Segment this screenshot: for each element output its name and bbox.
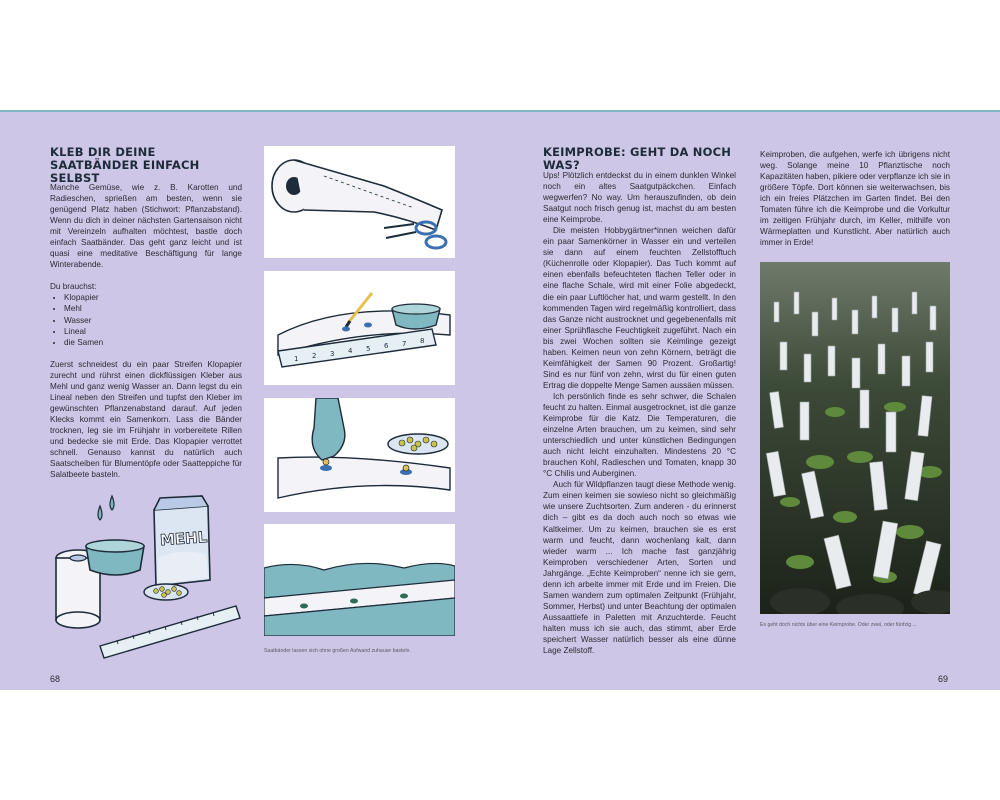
- scissors-icon: [384, 222, 446, 248]
- ruler-digit: 7: [402, 340, 407, 348]
- page-number-left: 68: [50, 674, 61, 684]
- step-panel-cut-paper: [264, 146, 455, 258]
- list-item: • Klopapier: [64, 292, 242, 303]
- glue-dot: [364, 323, 372, 328]
- list-item: • die Samen: [64, 337, 242, 348]
- paragraph: Auch für Wildpflanzen taugt diese Methode wenig. Zum einen keimen sie sowieso nicht so gleichmäßig wie unsere Zuchtsorten. Zum anderen - du erinnerst dich – gibt es da doch auch noch so etwas wie Kaltkeimer. Um zu keimen, brauchen sie es erst warm und feucht, dann wochenlang kalt, dann wieder warm ... Ich mache fast ganzjährig Keimproben verschiedener Arten, Sorten und Jahrgänge. „Echte Keimproben“ nenne ich sie gern, denn ich arbeite immer mit Erde und im Freien. Die Samen wandern zum optimalen Zeitpunkt (Frühjahr, Sommer, Herbst) und unter Beachtung der optimalen Aussaattiefe in Paletten mit Anzuchterde. Feucht halten muss ich sie auch, das stimmt, aber Erde speichert Wasser natürlich besser als eine dünne Lage Zellstoff.: [543, 480, 736, 656]
- materials-list: [50, 292, 242, 347]
- seed: [350, 599, 358, 604]
- list-item: • Mehl: [64, 303, 242, 314]
- ruler-digit: 8: [420, 337, 425, 345]
- paragraph: Keimproben, die aufgehen, werfe ich übrigens nicht weg. Solange meine 10 Pflanztische noch Kapazitäten haben, pikiere oder verpflanze ich sie in größere Töpfe. Dort können sie weiterwachsen, bis ich ein freies Plätzchen im Garten findet. Bei den Tomaten führe ich die Keimprobe und die Vorkultur im zeitigen Frühjahr durch, im Keller, mithilfe von Wärmeplatten und Kunstlicht. Aber natürlich auch immer in Erde!: [760, 150, 950, 248]
- paper-strip: [294, 160, 442, 230]
- list-item: • Wasser: [64, 315, 242, 326]
- ruler-digit: 5: [366, 345, 371, 353]
- step-panel-glue: [264, 271, 455, 385]
- left-body-text: [50, 182, 242, 480]
- ruler-digit: 2: [312, 352, 317, 360]
- right-heading: KEIMPROBE: GEHT DA NOCH WAS?: [543, 145, 732, 172]
- step-panel-plant-band: [264, 524, 455, 636]
- water-drop: [98, 506, 102, 520]
- water-drop: [110, 496, 114, 510]
- list-item: • Lineal: [64, 326, 242, 337]
- glue-dot: [320, 465, 332, 471]
- seed: [300, 604, 308, 609]
- ruler-digit: 6: [384, 342, 389, 350]
- paragraph: Die meisten Hobbygärtner*innen weichen dafür ein paar Samenkörner in Wasser ein und verteilen sie dann auf einem feuchten Zellstofftuch (Küchenrolle oder Klopapier). Das Tuch kommt auf einen ebenfalls befeuchteten flachen Teller oder in eine flache Schale, wird mit einer Folie abgedeckt, die ein paar Luftlöcher hat, und warm gestellt. In den kommenden Tagen wird regelmäßig kontrolliert, dass das Ganze nicht austrocknet und gegebenenfalls mit einer Sprühflasche Feuchtigkeit zugeführt. Nach ein bis zwei Wochen sollten sie Keimlinge gezeigt haben. Keimen neun von zehn Körnern, beträgt die Keimfähigkeit der Samen 90 Prozent. Großartig! Sind es nur fünf von zehn, wirst du für einen guten Ertrag die doppelte Menge Samen aussäen müssen.: [543, 226, 736, 390]
- left-heading: KLEB DIR DEINE SAATBÄNDER EINFACH SELBST: [50, 145, 200, 185]
- seed: [323, 459, 329, 465]
- instructions-paragraph: Zuerst schneidest du ein paar Streifen Klopapier zurecht und rührst einen dickflüssigen Kleber aus Mehl und ganz wenig Wasser an. Dann legst du ein Lineal neben den Streifen und tupfst den Kleber im gewünschten Pflanzenabstand darauf. Auf jeden Klecks kommt ein Samenkorn. Lass die Bänder trocknen, leg sie im Frühjahr in vorbereitete Rillen und bedecke sie mit Erde. Das Klopapier verrottet schnell. Genauso kannst du natürlich auch Saatscheiben für Blumentöpfe oder Saatteppiche für Salatbeete basteln.: [50, 359, 242, 480]
- glue-dot: [342, 327, 350, 332]
- ruler-digit: 3: [330, 350, 335, 358]
- ruler-digit: 1: [294, 355, 299, 363]
- gloved-hand: [312, 398, 345, 460]
- left-caption: Saatbänder lassen sich ohne großen Aufwand zuhause basteln.: [264, 648, 411, 654]
- intro-paragraph: Manche Gemüse, wie z. B. Karotten und Radieschen, sprießen am besten, wenn sie genügend Platz haben (Stichwort: Pflanzabstand). Wenn du dich in deiner nächsten Gartensaison nicht mit Vereinzeln aufhalten möchtest, bastle doch einfach Saatbänder. Das geht ganz leicht und ist quasi eine meditative Beschäftigung für lange Winterabende.: [50, 183, 242, 270]
- paragraph: Ups! Plötzlich entdeckst du in einem dunklen Winkel noch ein altes Saatgutpäckchen. Einfach wegwerfen? No way. Um herauszufinden, ob dein Saatgut noch frisch genug ist, machst du am besten eine Keimprobe.: [543, 171, 736, 225]
- ruler: [100, 606, 240, 658]
- page-number-right: 69: [938, 674, 949, 684]
- seedlings-photo: [760, 262, 950, 614]
- ruler-digit: 4: [348, 347, 353, 355]
- seed: [403, 465, 409, 471]
- paper-strip: [278, 457, 450, 498]
- right-column-2: [760, 149, 950, 248]
- list-label: Du brauchst:: [50, 282, 97, 292]
- seed: [400, 594, 408, 599]
- right-caption: Es geht doch nichts über eine Keimprobe. Oder zwei, oder fünfzig ...: [760, 622, 917, 628]
- flour-bag-label: MEHL: [159, 527, 208, 550]
- step-panel-place-seeds: [264, 398, 455, 512]
- supplies-illustration: [48, 488, 248, 663]
- paragraph: Ich persönlich finde es sehr schwer, die Schalen feucht zu halten. Einmal ausgetrocknet, ist die ganze Keimprobe für die Katz. Die Temperaturen, die einzelne Arten brauchen, um zu keimen, sind sehr unterschiedlich und unter künstlichen Bedingungen auch nicht leicht einzuhalten. Mindestens 20 °C brauchen Kohl, Radieschen und Tomaten, knapp 30 °C Chilis und Auberginen.: [543, 391, 736, 479]
- right-column-1: [543, 170, 736, 656]
